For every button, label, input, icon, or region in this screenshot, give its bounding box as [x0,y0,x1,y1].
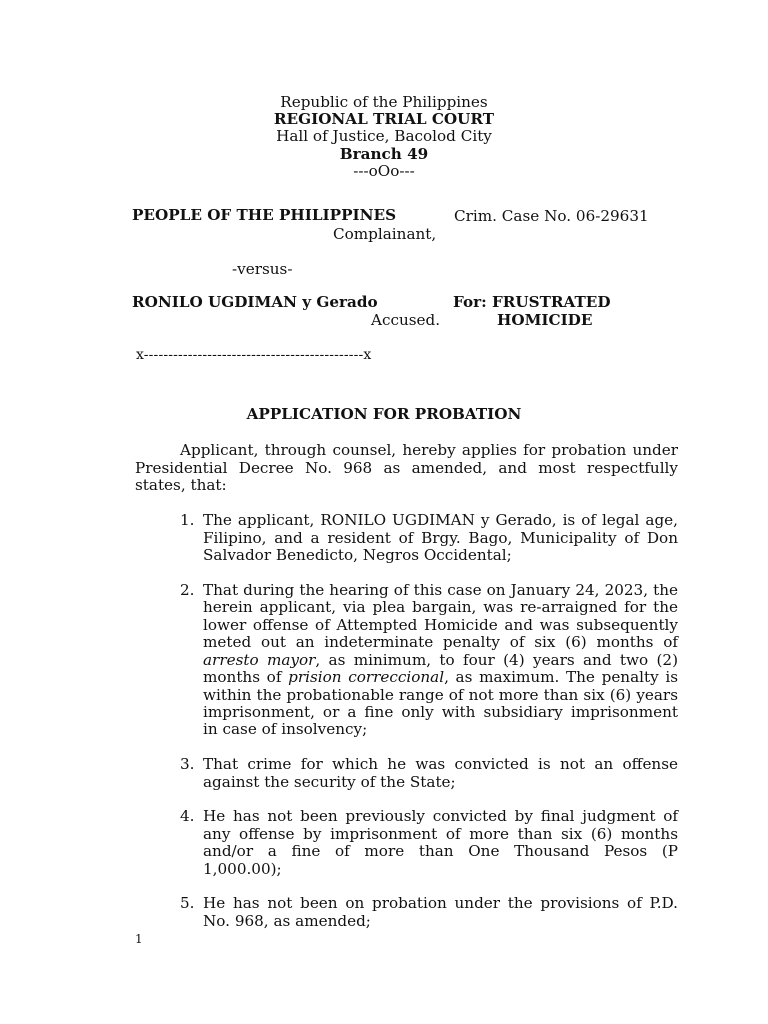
accused-name: RONILO UGDIMAN y Gerado [132,293,378,311]
item-3-line-1: That crime for which he was convicted is not an offense [203,755,678,773]
versus-label: -versus- [232,260,293,278]
caption-separator: x---------------------------------------------x [136,347,372,363]
item-2-line-7: within the probationable range of not more than six (6) years [203,686,678,704]
header-branch: Branch 49 [339,145,429,163]
item-3-line-2: against the security of the State; [203,773,456,791]
complainant-name: PEOPLE OF THE PHILIPPINES [132,206,397,224]
item-4-line-2: any offense by imprisonment of more than six (6) months [203,825,678,843]
item-2-line-6-rest: , as maximum. The penalty is [444,668,678,686]
item-number: 2. [180,581,195,599]
item-number: 5. [180,894,195,912]
item-2-line-1: That during the hearing of this case on January 24, 2023, the [203,581,678,599]
italic-term-arresto-mayor: arresto mayor [203,651,316,669]
header-hall: Hall of Justice, Bacolod City [276,127,492,145]
item-2-line-2: herein applicant, via plea bargain, was re-arraigned for the [203,598,678,616]
italic-term-prision-correccional: prision correccional [288,668,445,686]
item-2-line-6 [203,669,678,686]
header-republic: Republic of the Philippines [280,93,488,111]
item-5-line-1: He has not been on probation under the provisions of P.D. [203,894,678,912]
document-title: APPLICATION FOR PROBATION [246,405,522,423]
item-number: 1. [180,511,195,529]
intro-line-3: states, that: [135,476,227,494]
header-ornament: ---oOo--- [353,162,415,180]
offense-line-2: HOMICIDE [497,311,593,329]
intro-line-1: Applicant, through counsel, hereby applies for probation under [180,441,678,459]
item-2-line-8: imprisonment, or a fine only with subsidiary imprisonment [203,703,678,721]
offense-line-1: For: FRUSTRATED [453,293,611,311]
item-1-line-2: Filipino, and a resident of Brgy. Bago, Municipality of Don [203,529,678,547]
item-number: 4. [180,807,195,825]
item-1-line-3: Salvador Benedicto, Negros Occidental; [203,546,512,564]
item-2-line-6-pre: months of [203,668,289,686]
complainant-role: Complainant, [333,225,437,243]
item-5-line-2: No. 968, as amended; [203,912,371,930]
item-1-line-1: The applicant, RONILO UGDIMAN y Gerado, is of legal age, [203,511,678,529]
item-number: 3. [180,755,195,773]
header-court: REGIONAL TRIAL COURT [273,110,495,128]
item-2-line-5-rest: , as minimum, to four (4) years and two (2) [315,651,678,669]
item-4-line-4: 1,000.00); [203,860,282,878]
item-2-line-4: meted out an indeterminate penalty of six (6) months of [203,633,678,651]
case-number: Crim. Case No. 06-29631 [454,207,649,225]
item-4-line-1: He has not been previously convicted by final judgment of [203,807,678,825]
accused-role: Accused. [371,311,441,329]
item-4-line-3: and/or a fine of more than One Thousand Pesos (P [203,842,678,860]
item-2-line-5 [203,652,678,669]
page-number: 1 [135,932,143,946]
intro-line-2: Presidential Decree No. 968 as amended, and most respectfully [135,459,678,477]
item-2-line-9: in case of insolvency; [203,720,368,738]
item-2-line-3: lower offense of Attempted Homicide and was subsequently [203,616,678,634]
